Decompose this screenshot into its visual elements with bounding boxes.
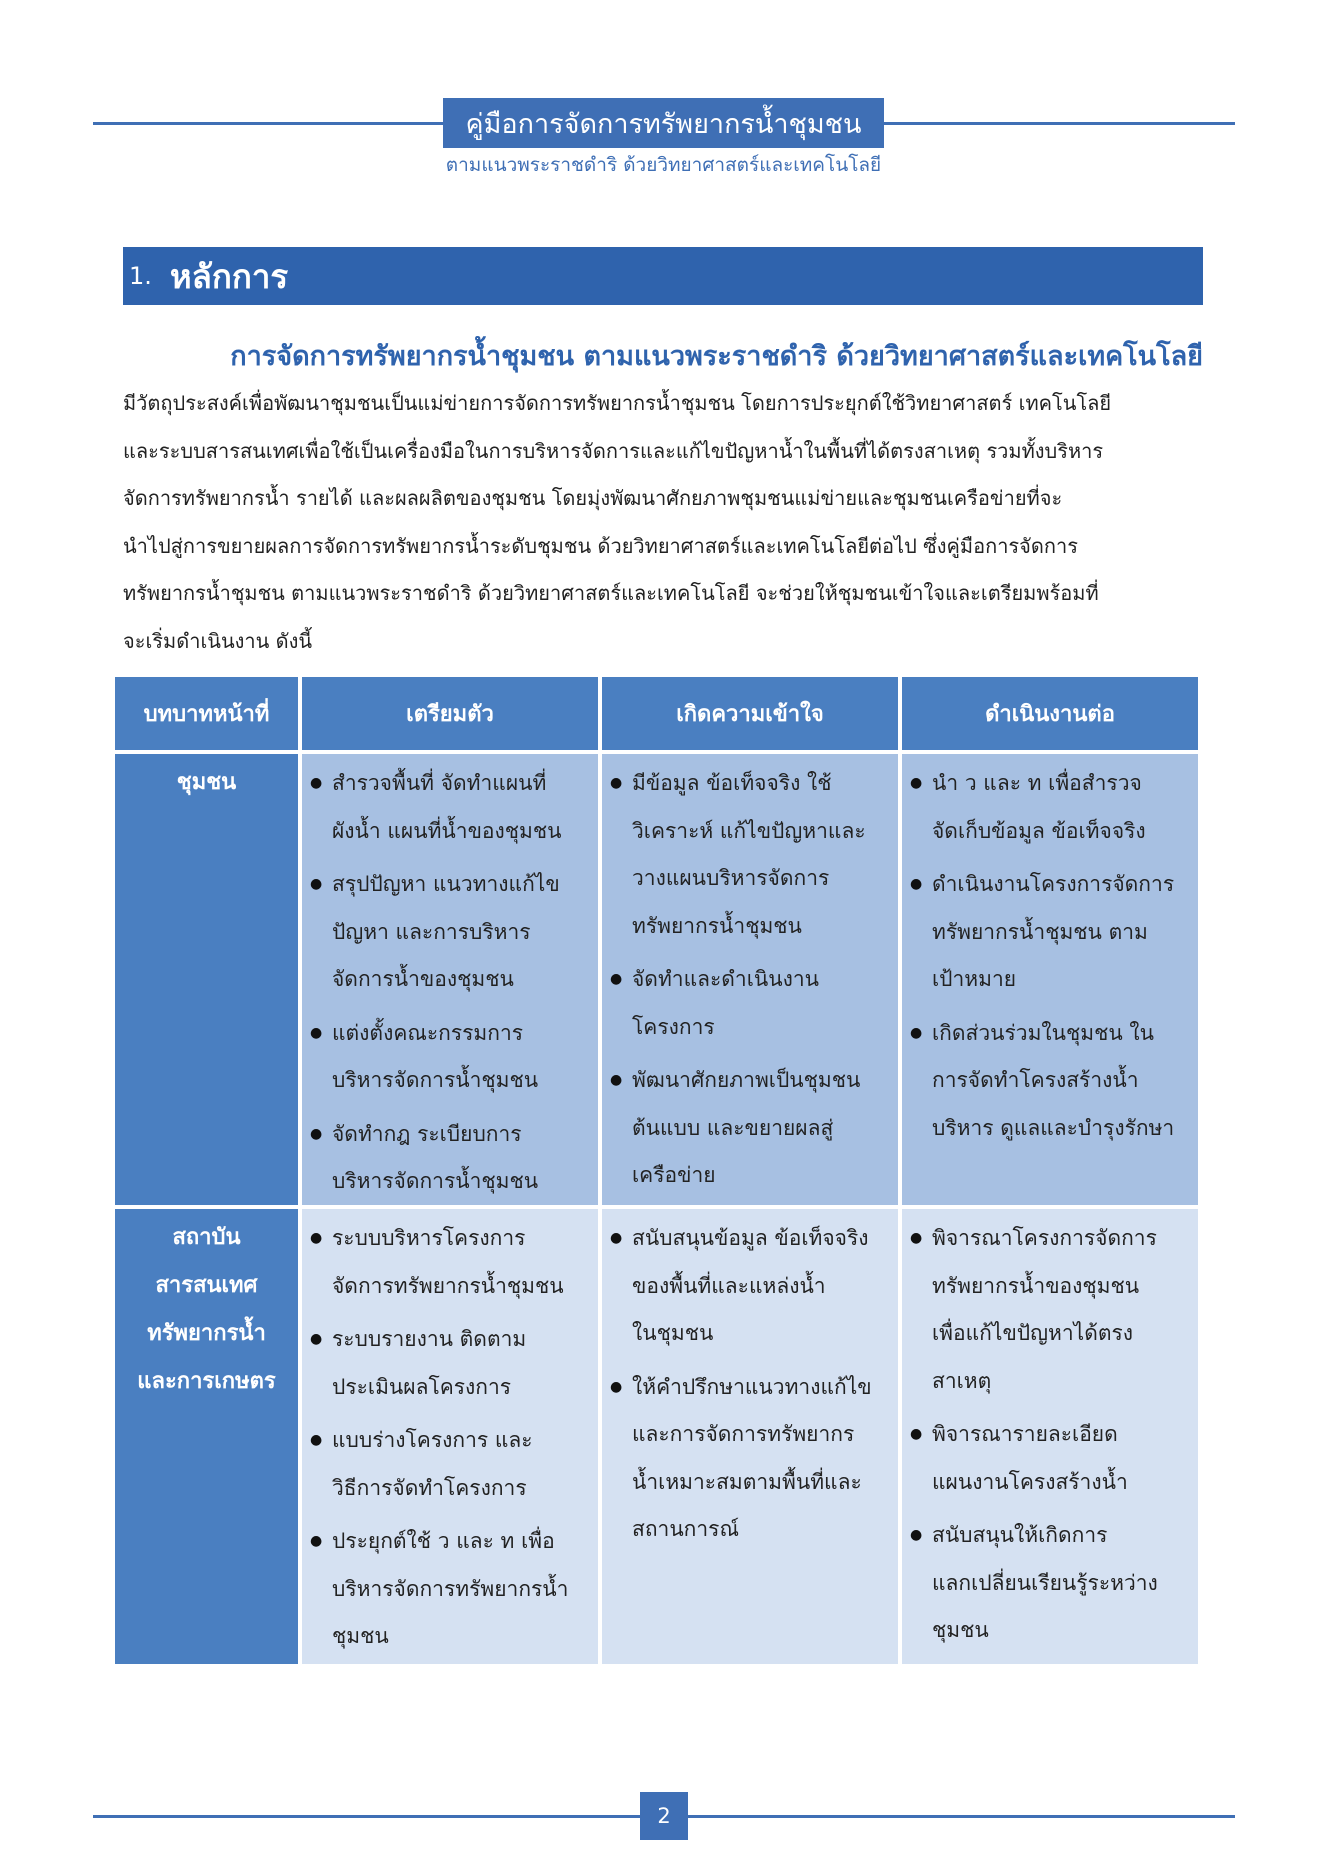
section-title: หลักการ <box>169 256 289 296</box>
page-number: 2 <box>640 1792 688 1840</box>
list-item: ● จัดทำและดำเนินงาน โครงการ <box>610 956 892 1051</box>
list-item: ● พัฒนาศักยภาพเป็นชุมชน ต้นแบบ และขยายผลสู่ เครือข่าย <box>610 1057 892 1200</box>
table-header-prepare: เตรียมตัว <box>302 677 598 750</box>
institute-continue-cell <box>902 1209 1198 1664</box>
header-subtitle: ตามแนวพระราชดำริ ด้วยวิทยาศาสตร์และเทคโนโลยี <box>445 154 882 176</box>
community-continue-cell <box>902 754 1198 1205</box>
section-banner <box>123 247 1203 305</box>
paragraph-line: จัดการทรัพยากรน้ำ รายได้ และผลผลิตของชุมชน โดยมุ่งพัฒนาศักยภาพชุมชนแม่ข่ายและชุมชนเครือข่ายที่จะ <box>123 486 1063 510</box>
list-item: ● สนับสนุนให้เกิดการ แลกเปลี่ยนเรียนรู้ระหว่าง ชุมชน <box>910 1512 1192 1655</box>
list-item: ● ระบบบริหารโครงการ จัดการทรัพยากรน้ำชุมชน <box>310 1215 592 1310</box>
table-header-role: บทบาทหน้าที่ <box>115 677 298 750</box>
list-item: ● ระบบรายงาน ติดตาม ประเมินผลโครงการ <box>310 1316 592 1411</box>
paragraph-line: มีวัตถุประสงค์เพื่อพัฒนาชุมชนเป็นแม่ข่ายการจัดการทรัพยากรน้ำชุมชน โดยการประยุกต์ใช้วิทยาศาสตร์ เทคโนโลยี <box>123 391 1112 415</box>
role-label: และการเกษตร <box>137 1369 276 1394</box>
list-item: ● ประยุกต์ใช้ ว และ ท เพื่อ บริหารจัดการทรัพยากรน้ำ ชุมชน <box>310 1518 592 1661</box>
role-label: ชุมชน <box>176 770 237 795</box>
list-item: ● แบบร่างโครงการ และ วิธีการจัดทำโครงการ <box>310 1417 592 1512</box>
table-header-continue: ดำเนินงานต่อ <box>902 677 1198 750</box>
role-label: สถาบัน <box>172 1225 241 1250</box>
list-item: ● พิจารณาโครงการจัดการ ทรัพยากรน้ำของชุมชน เพื่อแก้ไขปัญหาได้ตรง สาเหตุ <box>910 1215 1192 1405</box>
paragraph-line: จะเริ่มดำเนินงาน ดังนี้ <box>123 628 313 653</box>
list-item: ● เกิดส่วนร่วมในชุมชน ใน การจัดทำโครงสร้างน้ำ บริหาร ดูแลและบำรุงรักษา <box>910 1010 1192 1153</box>
list-item: ● นำ ว และ ท เพื่อสำรวจ จัดเก็บข้อมูล ข้อเท็จจริง <box>910 760 1192 855</box>
paragraph-line: นำไปสู่การขยายผลการจัดการทรัพยากรน้ำระดับชุมชน ด้วยวิทยาศาสตร์และเทคโนโลยีต่อไป ซึ่งคู่มือการจัดการ <box>123 533 1078 558</box>
community-understand-cell <box>602 754 898 1205</box>
section-number: 1. <box>129 262 152 290</box>
institute-understand-cell <box>602 1209 898 1664</box>
list-item: ● พิจารณารายละเอียด แผนงานโครงสร้างน้ำ <box>910 1411 1192 1506</box>
list-item: ● สำรวจพื้นที่ จัดทำแผนที่ ผังน้ำ แผนที่น้ำของชุมชน <box>310 760 592 855</box>
list-item: ● สรุปปัญหา แนวทางแก้ไข ปัญหา และการบริหาร จัดการน้ำของชุมชน <box>310 861 592 1004</box>
list-item: ● มีข้อมูล ข้อเท็จจริง ใช้ วิเคราะห์ แก้ไขปัญหาและ วางแผนบริหารจัดการ ทรัพยากรน้ำชุมชน <box>610 760 892 950</box>
role-label: ทรัพยากรน้ำ <box>147 1321 266 1346</box>
table-header-understand: เกิดความเข้าใจ <box>602 677 898 750</box>
list-item: ● สนับสนุนข้อมูล ข้อเท็จจริง ของพื้นที่และแหล่งน้ำ ในชุมชน <box>610 1215 892 1358</box>
header-title: คู่มือการจัดการทรัพยากรน้ำชุมชน <box>443 98 884 148</box>
role-label: สารสนเทศ <box>155 1273 258 1298</box>
role-cell-institute <box>115 1209 298 1664</box>
list-item: ● ดำเนินงานโครงการจัดการ ทรัพยากรน้ำชุมชน ตาม เป้าหมาย <box>910 861 1192 1004</box>
list-item: ● จัดทำกฎ ระเบียบการ บริหารจัดการน้ำชุมชน <box>310 1111 592 1206</box>
institute-prepare-cell <box>302 1209 598 1664</box>
paragraph-line: ทรัพยากรน้ำชุมชน ตามแนวพระราชดำริ ด้วยวิทยาศาสตร์และเทคโนโลยี จะช่วยให้ชุมชนเข้าใจและเตรียมพร้อมที่ <box>123 581 1099 605</box>
list-item: ● แต่งตั้งคณะกรรมการ บริหารจัดการน้ำชุมชน <box>310 1010 592 1105</box>
community-prepare-cell <box>302 754 598 1205</box>
footer-rule-left <box>93 1815 640 1818</box>
intro-paragraph <box>123 380 1203 665</box>
lead-heading: การจัดการทรัพยากรน้ำชุมชน ตามแนวพระราชดำริ ด้วยวิทยาศาสตร์และเทคโนโลยี <box>230 341 1203 372</box>
list-item: ● ให้คำปรึกษาแนวทางแก้ไข และการจัดการทรัพยากร น้ำเหมาะสมตามพื้นที่และ สถานการณ์ <box>610 1364 892 1554</box>
paragraph-line: และระบบสารสนเทศเพื่อใช้เป็นเครื่องมือในการบริหารจัดการและแก้ไขปัญหาน้ำในพื้นที่ได้ตรงสาเหตุ รวมทั้งบริหาร <box>123 438 1104 463</box>
header-rule-left <box>93 122 443 125</box>
header-rule-right <box>884 122 1235 125</box>
footer-rule-right <box>688 1815 1235 1818</box>
role-cell-community <box>115 754 298 1205</box>
